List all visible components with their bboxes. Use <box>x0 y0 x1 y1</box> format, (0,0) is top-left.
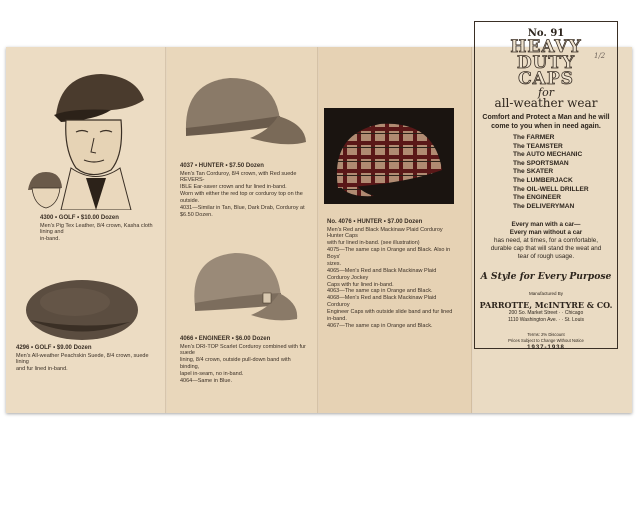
engineer-line: lapel in-seam, no in-band. <box>180 371 244 377</box>
fold-line <box>317 47 319 413</box>
man-with-golf-cap-illustration <box>16 60 156 210</box>
address-line: 1110 Washington Ave. · · St. Louis <box>508 317 584 324</box>
list-item: The OIL-WELL DRILLER <box>513 185 589 193</box>
terms-line: Terms: 2% Discount <box>527 332 565 338</box>
golf-4300-line: Men's Pig Tex Leather, 8/4 crown, Kasha cloth lining and <box>40 222 153 236</box>
hunter-4076-line: 4063—The same cap in Orange and Black. <box>327 288 433 295</box>
engineer-line: lining, 8/4 crown, outside pull-down band with binding, <box>180 357 291 371</box>
address-line: 200 So. Market Street · · Chicago <box>508 310 584 317</box>
hunter-4076-line: sizes. <box>327 260 342 267</box>
manufacturer-name: PARROTTE, McINTYRE & CO. <box>479 300 613 311</box>
list-item: The ENGINEER <box>513 194 561 202</box>
golf-cap-4296-photo <box>20 270 140 342</box>
manufactured-by: Manufactured By <box>528 291 564 297</box>
golf-4296-line: Men's All-weather Peachskin Suede, 8/4 crown, suede lining <box>16 352 149 366</box>
fold-line <box>165 47 167 413</box>
hunter-4076-line: Caps with fur lined in-band. <box>327 281 394 288</box>
hunter-cap-4037-photo <box>180 72 310 154</box>
terms-line: Prices Subject to Change Without Notice <box>508 337 584 343</box>
heading-all-weather: all-weather wear <box>494 96 598 110</box>
hunter-4037-line: IBLE Ear-saver crown and fur lined in-band. <box>180 184 287 191</box>
hunter-4076-line: 4067—The same cap in Orange and Black. <box>327 322 433 329</box>
occupation-list <box>475 134 617 211</box>
heading-heavy: HEAVY <box>510 37 582 57</box>
golf-4296-line: and fur lined in-band. <box>16 366 68 373</box>
hunter-4076-line: 4065—Men's Red and Black Mackinaw Plaid Corduroy Jockey <box>327 267 437 281</box>
hunter-4076-line: Men's Red and Black Mackinaw Plaid Corduroy Hunter Caps <box>327 226 443 240</box>
hunter-4076-line: 4068—Men's Red and Black Mackinaw Plaid Corduroy <box>327 295 437 309</box>
plaid-hunter-cap-4076-photo <box>324 108 454 204</box>
list-item: The AUTO MECHANIC <box>513 151 583 159</box>
golf-4300-caption <box>40 215 160 243</box>
engineer-title: 4066 • ENGINEER • $6.00 Dozen <box>180 336 271 342</box>
heading-for: for <box>538 86 554 99</box>
list-item: The FARMER <box>513 134 555 141</box>
engineer-line: Men's DRI-TOP Scarlet Corduroy combined with fur suede <box>180 343 306 357</box>
every-man-line: Every man without a car <box>509 229 583 237</box>
list-item: The SPORTSMAN <box>513 159 569 167</box>
engineer-cap-4066-photo <box>185 247 305 327</box>
hunter-4076-line: with fur lined in-band. (see illustration) <box>327 240 420 247</box>
every-man-line: Every man with a car— <box>511 221 581 229</box>
hunter-4076-title: No. 4076 • HUNTER • $7.00 Dozen <box>327 219 423 225</box>
list-item: The SKATER <box>513 168 554 176</box>
catalog-year: 1937-1938 <box>527 345 565 352</box>
golf-4300-title: 4300 • GOLF • $10.00 Dozen <box>40 215 119 221</box>
golf-4300-line: in-band. <box>40 236 60 243</box>
fold-line <box>471 47 473 413</box>
style-slogan: A Style for Every Purpose <box>480 271 612 283</box>
hunter-4076-caption <box>327 219 457 330</box>
hunter-4037-caption <box>180 163 310 219</box>
heading-duty: DUTY <box>516 53 576 73</box>
engineer-note: 4064—Same in Blue. <box>180 377 232 384</box>
comfort-text: Comfort and Protect a Man and he will come to you when in need again. <box>482 114 610 130</box>
hunter-4076-line: 4075—The same cap in Orange and Black. Also in Boys' <box>327 247 451 260</box>
handwritten-note: 1/2 <box>594 52 606 60</box>
hunter-4037-title: 4037 • HUNTER • $7.50 Dozen <box>180 163 264 169</box>
hunter-4076-line: Engineer Caps with outside slide band and fur lined in-band. <box>327 309 453 322</box>
engineer-caption <box>180 336 310 385</box>
golf-4296-title: 4296 • GOLF • $9.00 Dozen <box>16 345 92 351</box>
hunter-4037-note: 4031—Similar in Tan, Blue, Dark Drab, Corduroy at $6.50 Dozen. <box>180 204 305 218</box>
list-item: The DELIVERYMAN <box>513 202 575 210</box>
hunter-4037-line: Worn with either the red top or corduroy top on the outside. <box>180 191 303 204</box>
golf-4296-caption <box>16 345 156 373</box>
list-item: The LUMBERJACK <box>513 176 573 184</box>
list-item: The TEAMSTER <box>513 142 563 150</box>
catalog-number: No. 91 <box>527 28 565 39</box>
heading-caps: CAPS <box>518 69 574 89</box>
hunter-4037-line: Men's Tan Corduroy, 8/4 crown, with Red suede REVERS- <box>180 170 297 184</box>
needed-text: has need, at times, for a comfortable, durable cap that will stand the weat and tear of rough usage. <box>490 237 602 261</box>
title-panel <box>474 21 618 352</box>
